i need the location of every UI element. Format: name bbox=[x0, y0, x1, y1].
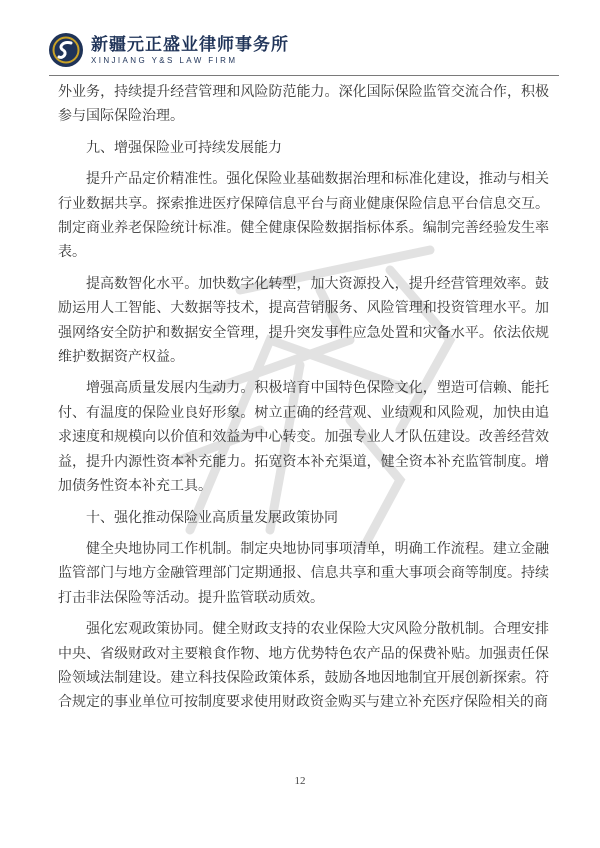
header-divider bbox=[49, 75, 559, 76]
paragraph: 健全央地协同工作机制。制定央地协同事项清单，明确工作流程。建立金融监管部门与地方金融管理部门定期通报、信息共享和重大事项会商等制度。持续打击非法保险等活动。提升监管联动质效。 bbox=[58, 540, 549, 606]
document-body bbox=[58, 80, 549, 722]
paragraph-continued: 外业务，持续提升经营管理和风险防范能力。深化国际保险监管交流合作，积极参与国际保险治理。 bbox=[58, 84, 549, 125]
firm-name-chinese: 新疆元正盛业律师事务所 bbox=[91, 34, 289, 55]
firm-logo-icon bbox=[49, 33, 83, 67]
firm-name-english: XINJIANG Y&S LAW FIRM bbox=[91, 55, 238, 65]
paragraph: 提高数智化水平。加快数字化转型，加大资源投入，提升经营管理效率。鼓励运用人工智能、大数据等技术，提高营销服务、风险管理和投资管理水平。加强网络安全防护和数据安全管理，提升突发事件应急处置和灾备水平。依法依规维护数据资产权益。 bbox=[58, 275, 549, 366]
paragraph: 强化宏观政策协同。健全财政支持的农业保险大灾风险分散机制。合理安排中央、省级财政对主要粮食作物、地方优势特色农产品的保费补贴。加强责任保险领域法制建设。建立科技保险政策体系，鼓励各地因地制宜开展创新探索。符合规定的事业单位可按制度要求使用财政资金购买与建立补充医疗保险相关的商 bbox=[58, 621, 549, 711]
paragraph: 提升产品定价精准性。强化保险业基础数据治理和标准化建设，推动与相关行业数据共享。探索推进医疗保障信息平台与商业健康保险信息平台信息交互。制定商业养老保险统计标准。健全健康保险数据指标体系。编制完善经验发生率表。 bbox=[58, 171, 549, 261]
page-number: 12 bbox=[294, 775, 306, 787]
letterhead bbox=[49, 30, 289, 70]
paragraph: 增强高质量发展内生动力。积极培育中国特色保险文化，塑造可信赖、能托付、有温度的保险业良好形象。树立正确的经营观、业绩观和风险观，加快由追求速度和规模向以价值和效益为中心转变。加强专业人才队伍建设。改善经营效益，提升内源性资本补充能力。拓宽资本补充渠道，健全资本补充监管制度。增加债务性资本补充工具。 bbox=[58, 380, 549, 495]
section-heading-9: 九、增强保险业可持续发展能力 bbox=[86, 139, 282, 156]
section-heading-10: 十、强化推动保险业高质量发展政策协同 bbox=[86, 509, 338, 526]
